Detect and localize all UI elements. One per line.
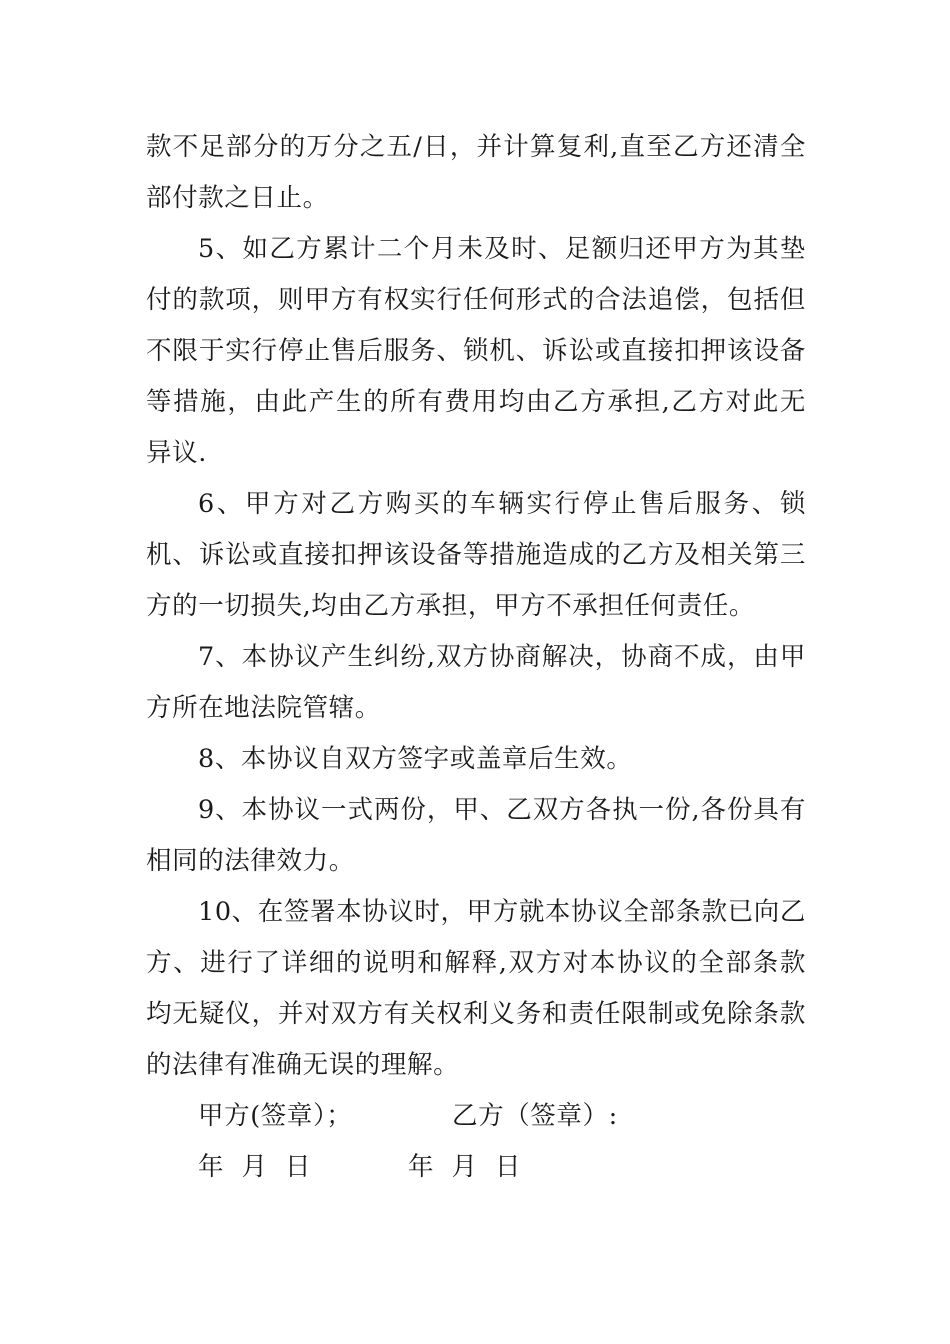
document-body [146, 122, 806, 1193]
clause-8: 8、本协议自双方签字或盖章后生效。 [198, 744, 633, 774]
clause-5: 5、如乙方累计二个月未及时、足额归还甲方为其垫付的款项，则甲方有权实行任何形式的合法追偿，包括但不限于实行停止售后服务、锁机、诉讼或直接扣押该设备等措施，由此产生的所有费用均由乙方承担,乙方对此无异议. [146, 234, 806, 468]
clause-10: 10、在签署本协议时，甲方就本协议全部条款已向乙方、进行了详细的说明和解释,双方对本协议的全部条款均无疑仪，并对双方有关权利义务和责任限制或免除条款的法律有准确无误的理解。 [146, 897, 806, 1080]
signature-labels-row [146, 1091, 806, 1142]
signature-dates-row [146, 1142, 806, 1193]
clause-6: 6、甲方对乙方购买的车辆实行停止售后服务、锁机、诉讼或直接扣押该设备等措施造成的乙方及相关第三方的一切损失,均由乙方承担，甲方不承担任何责任。 [146, 489, 806, 621]
clause-9: 9、本协议一式两份，甲、乙双方各执一份,各份具有相同的法律效力。 [146, 795, 806, 876]
party-a-signature-label: 甲方(签章）； [198, 1101, 353, 1131]
party-a-date: 年 月 日 [198, 1152, 312, 1182]
party-b-date: 年 月 日 [408, 1152, 522, 1182]
paragraph-continuation: 款不足部分的万分之五/日，并计算复利,直至乙方还清全部付款之日止。 [146, 132, 806, 213]
clause-7: 7、本协议产生纠纷,双方协商解决，协商不成，由甲方所在地法院管辖。 [146, 642, 806, 723]
party-b-signature-label: 乙方（签章）: [452, 1101, 618, 1131]
